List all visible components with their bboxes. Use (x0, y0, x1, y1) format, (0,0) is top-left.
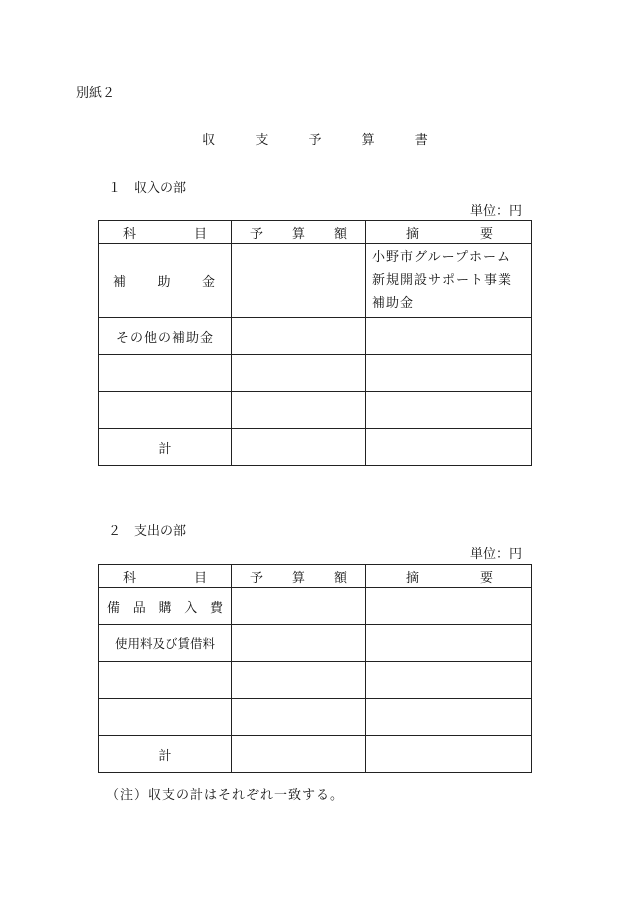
item-cell: 使用料及び賃借料 (99, 625, 232, 662)
budget-cell[interactable] (232, 588, 366, 625)
title-char: 収 (202, 133, 216, 148)
table-row (99, 662, 532, 699)
header-note: 摘 要 (366, 221, 532, 244)
note-cell[interactable] (366, 625, 532, 662)
header-budget: 予 算 額 (232, 221, 366, 244)
total-label: 計 (99, 429, 232, 466)
total-note-cell[interactable] (366, 429, 532, 466)
item-cell[interactable] (99, 355, 232, 392)
income-table (98, 220, 532, 466)
budget-cell[interactable] (232, 662, 366, 699)
expense-header-row (99, 565, 532, 588)
title-char: 算 (361, 133, 375, 148)
footnote: （注）収支の計はそれぞれ一致する。 (106, 788, 345, 803)
table-row (99, 318, 532, 355)
table-row (99, 355, 532, 392)
note-cell: 小野市グループホーム 新規開設サポート事業 補助金 (366, 244, 532, 318)
title-char: 書 (414, 133, 428, 148)
table-row (99, 699, 532, 736)
expense-unit-label: 単位：円 (469, 547, 522, 562)
document-attachment-label: 別紙２ (76, 86, 116, 101)
table-row (99, 392, 532, 429)
total-budget-cell[interactable] (232, 736, 366, 773)
title-char: 支 (255, 133, 269, 148)
item-cell[interactable] (99, 392, 232, 429)
budget-cell[interactable] (232, 355, 366, 392)
income-header-row (99, 221, 532, 244)
total-row (99, 736, 532, 773)
budget-cell[interactable] (232, 244, 366, 318)
total-budget-cell[interactable] (232, 429, 366, 466)
income-section-heading: １ 収入の部 (108, 181, 187, 196)
header-budget: 予 算 額 (232, 565, 366, 588)
note-cell[interactable] (366, 662, 532, 699)
income-unit-label: 単位：円 (469, 204, 522, 219)
note-cell[interactable] (366, 318, 532, 355)
title-char: 予 (308, 133, 322, 148)
budget-cell[interactable] (232, 318, 366, 355)
note-cell[interactable] (366, 588, 532, 625)
total-label: 計 (99, 736, 232, 773)
budget-cell[interactable] (232, 699, 366, 736)
total-row (99, 429, 532, 466)
document-title (0, 129, 630, 148)
note-cell[interactable] (366, 355, 532, 392)
note-cell[interactable] (366, 392, 532, 429)
table-row (99, 588, 532, 625)
budget-cell[interactable] (232, 392, 366, 429)
header-item: 科 目 (99, 221, 232, 244)
total-note-cell[interactable] (366, 736, 532, 773)
table-row (99, 244, 532, 318)
header-item: 科 目 (99, 565, 232, 588)
item-cell: 補 助 金 (99, 244, 232, 318)
note-cell[interactable] (366, 699, 532, 736)
header-note: 摘 要 (366, 565, 532, 588)
item-cell: その他の補助金 (99, 318, 232, 355)
table-row (99, 625, 532, 662)
expense-table (98, 564, 532, 773)
item-cell[interactable] (99, 662, 232, 699)
budget-cell[interactable] (232, 625, 366, 662)
expense-section-heading: ２ 支出の部 (108, 524, 187, 539)
item-cell: 備 品 購 入 費 (99, 588, 232, 625)
item-cell[interactable] (99, 699, 232, 736)
